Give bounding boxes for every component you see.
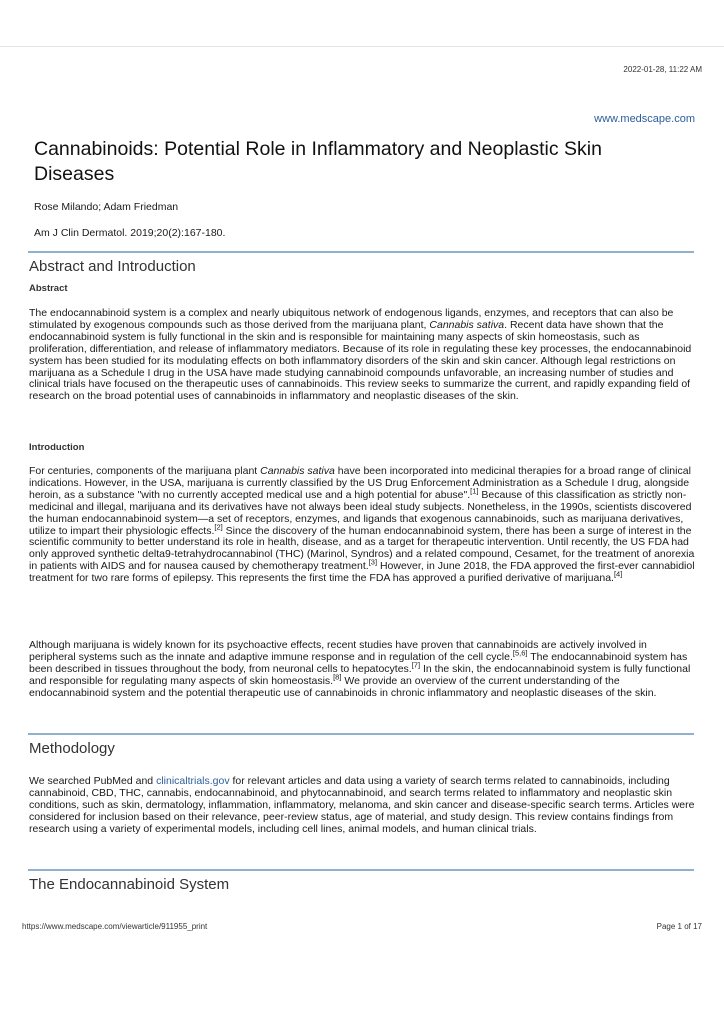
abstract-label: Abstract <box>29 283 68 294</box>
citation-ref[interactable]: [1] <box>470 486 479 496</box>
section-divider <box>28 869 694 871</box>
section-divider <box>28 251 694 253</box>
section-heading-abstract-intro: Abstract and Introduction <box>29 258 196 275</box>
article-title: Cannabinoids: Potential Role in Inflammatory and Neoplastic Skin Diseases <box>34 138 602 185</box>
page-number: Page 1 of 17 <box>656 922 702 931</box>
citation-ref[interactable]: [2] <box>214 522 223 532</box>
introduction-paragraph-2: Although marijuana is widely known for its psychoactive effects, recent studies have proven that cannabinoids are actively involved in peripheral systems such as the innate and adaptive immune response and in regulation of the cell cycle.[5,6] The endocannabinoid system has been described in tissues throughout the body, from neuronal cells to hepatocytes.[7] In the skin, the endocannabinoid system is fully functional and responsible for regulating many aspects of skin homeostasis.[8] We provide an overview of the current understanding of the endocannabinoid system and the potential therapeutic use of cannabinoids in chronic inflammatory and neoplastic diseases of the skin. <box>29 639 691 699</box>
section-divider <box>28 733 694 735</box>
print-timestamp: 2022-01-28, 11:22 AM <box>623 65 702 74</box>
citation-ref[interactable]: [3] <box>368 557 378 567</box>
clinicaltrials-link[interactable]: clinicaltrials.gov <box>156 775 230 787</box>
article-citation: Am J Clin Dermatol. 2019;20(2):167-180. <box>34 227 226 239</box>
introduction-paragraph-1: For centuries, components of the marijuana plant Cannabis sativa have been incorporated into medicinal therapies for a broad range of clinical indications. However, in the USA, marijuana is currently classified by the US Drug Enforcement Administration as a Schedule I drug, alongside heroin, as a substance "with no currently accepted medical use and a high potential for abuse".[1] Because of this classification as strictly non-medicinal and illegal, marijuana and its derivatives have not always been ideal study subjects. Nonetheless, in the 1990s, scientists discovered the human endocannabinoid system—a set of receptors, enzymes, and ligands that exogenous cannabinoids, such as marijuana derivatives, utilize to impart their physiologic effects.[2] Since the discovery of the human endocannabinoid system, there has been a surge of interest in the scientific community to better understand its role in health, disease, and as a target for therapeutic intervention. Until recently, the US FDA had only approved synthetic delta9-tetrahydrocannabinol (THC) (Marinol, Syndros) and a related compound, Cesamet, for the treatment of anorexia in patients with AIDS and for nausea caused by chemotherapy treatment.[3] However, in June 2018, the FDA approved the first-ever cannabidiol treatment for two rare forms of epilepsy. This represents the first time the FDA has approved a purified derivative of marijuana.[4] <box>29 465 695 585</box>
medscape-site-link[interactable]: www.medscape.com <box>594 113 695 125</box>
citation-ref[interactable]: [8] <box>333 672 342 682</box>
citation-ref[interactable]: [7] <box>411 660 421 670</box>
section-heading-endocannabinoid: The Endocannabinoid System <box>29 876 230 893</box>
article-authors: Rose Milando; Adam Friedman <box>34 201 179 213</box>
section-heading-methodology: Methodology <box>29 740 115 757</box>
citation-ref[interactable]: [5,6] <box>512 648 528 658</box>
introduction-label: Introduction <box>29 442 85 453</box>
citation-ref[interactable]: [4] <box>613 569 623 579</box>
footer-url: https://www.medscape.com/viewarticle/911955_print <box>22 922 208 931</box>
page-top-border <box>0 46 724 47</box>
abstract-paragraph: The endocannabinoid system is a complex and nearly ubiquitous network of endogenous ligands, enzymes, and receptors that can also be stimulated by exogenous compounds such as those derived from the marijuana plant, Cannabis sativa. Recent data have shown that the endocannabinoid system is fully functional in the skin and is responsible for maintaining many aspects of skin homeostasis, such as proliferation, differentiation, and release of inflammatory mediators. Because of its role in regulating these key processes, the endocannabinoid system has been studied for its modulating effects on both inflammatory disorders of the skin and skin cancer. Although legal restrictions on marijuana as a Schedule I drug in the USA have made studying cannabinoid compounds unfavorable, an increasing number of studies and clinical trials have focused on the therapeutic uses of cannabinoids. This review seeks to summarize the current, and rapidly expanding field of research on the broad potential uses of cannabinoids in inflammatory and neoplastic diseases of the skin. <box>29 307 692 403</box>
methodology-paragraph: We searched PubMed and clinicaltrials.gov for relevant articles and data using a variety of search terms related to cannabinoids, including cannabinoid, CBD, THC, cannabis, endocannabinoid, and phytocannabinoid, and search terms related to inflammatory and neoplastic skin conditions, such as skin, dermatology, inflammation, inflammatory, melanoma, and skin cancer and disease-specific search terms. Articles were considered for inclusion based on their relevance, peer-review status, age of material, and study design. This review contains findings from research using a variety of experimental models, including cell lines, animal models, and human clinical trials. <box>29 775 695 835</box>
